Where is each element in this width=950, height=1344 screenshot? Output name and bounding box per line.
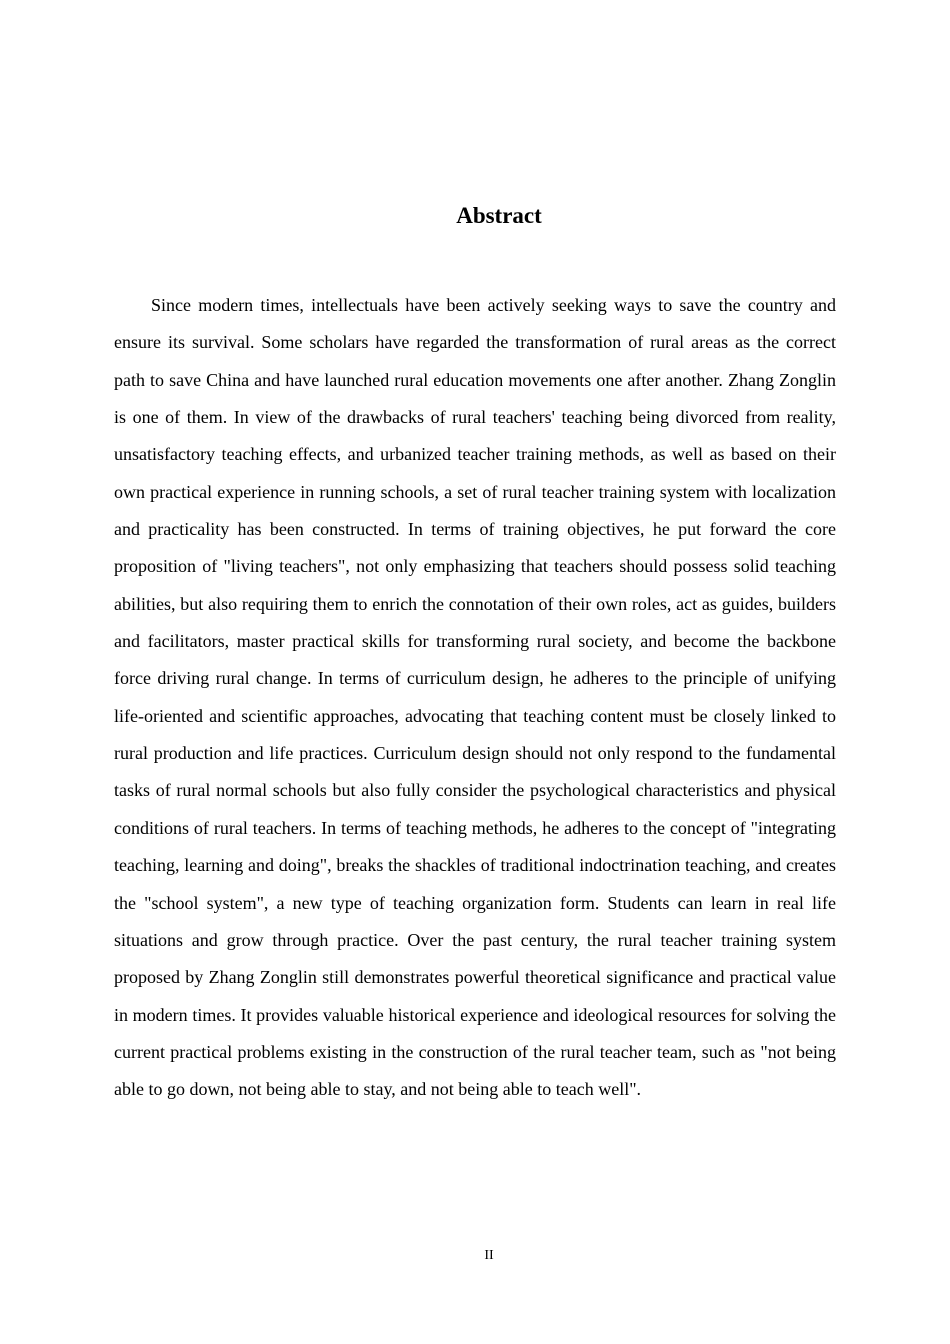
- abstract-title: Abstract: [456, 203, 542, 228]
- abstract-paragraph: Since modern times, intellectuals have been actively seeking ways to save the country and ensure its survival. Some scholars have regarded the transformation of rural areas as the correct path to save China and have launched rural education movements one after another. Zhang Zonglin is one of them. In view of the drawbacks of rural teachers' teaching being divorced from reality, unsatisfactory teaching effects, and urbanized teacher training methods, as well as based on their own practical experience in running schools, a set of rural teacher training system with localization and practicality has been constructed. In terms of training objectives, he put forward the core proposition of "living teachers", not only emphasizing that teachers should possess solid teaching abilities, but also requiring them to enrich the connotation of their own roles, act as guides, builders and facilitators, master practical skills for transforming rural society, and become the backbone force driving rural change. In terms of curriculum design, he adheres to the principle of unifying life-oriented and scientific approaches, advocating that teaching content must be closely linked to rural production and life practices. Curriculum design should not only respond to the fundamental tasks of rural normal schools but also fully consider the psychological characteristics and physical conditions of rural teachers. In terms of teaching methods, he adheres to the concept of "integrating teaching, learning and doing", breaks the shackles of traditional indoctrination teaching, and creates the "school system", a new type of teaching organization form. Students can learn in real life situations and grow through practice. Over the past century, the rural teacher training system proposed by Zhang Zonglin still demonstrates powerful theoretical significance and practical value in modern times. It provides valuable historical experience and ideological resources for solving the current practical problems existing in the construction of the rural teacher team, such as "not being able to go down, not being able to stay, and not being able to teach well".: [114, 295, 836, 1100]
- page-number: II: [484, 1248, 494, 1263]
